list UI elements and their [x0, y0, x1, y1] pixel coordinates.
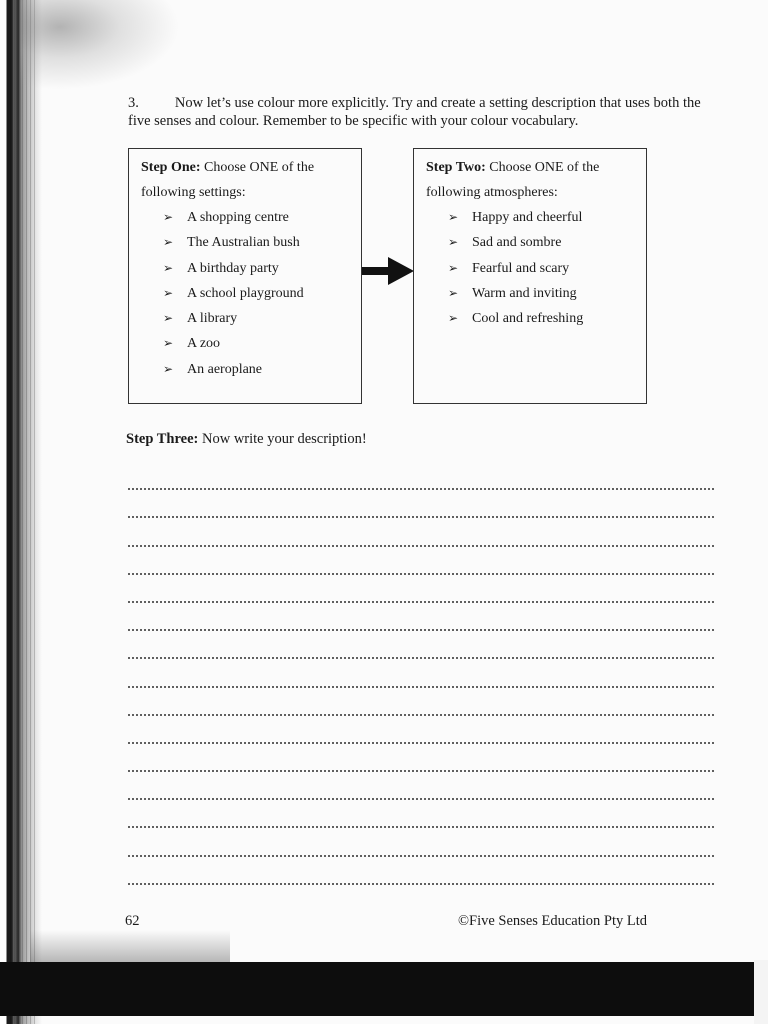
arrowhead-bullet-icon: ➢ [163, 311, 174, 326]
step-two-text: Choose ONE of the following atmospheres: [426, 160, 600, 200]
scan-bottom-edge [0, 962, 754, 1016]
arrowhead-bullet-icon: ➢ [163, 285, 174, 300]
step-one-text: Choose ONE of the following settings: [141, 160, 315, 200]
question-number: 3. [128, 95, 139, 111]
dotted-writing-line[interactable] [128, 744, 714, 772]
copyright-notice: ©Five Senses Education Pty Ltd [458, 913, 648, 929]
dotted-writing-line[interactable] [128, 462, 714, 490]
dotted-writing-line[interactable] [128, 857, 714, 885]
setting-item-label: A birthday party [187, 260, 279, 276]
atmospheres-list [426, 205, 636, 331]
atmosphere-item-label: Happy and cheerful [472, 210, 583, 225]
dotted-writing-line[interactable] [128, 631, 714, 659]
atmosphere-item [426, 306, 636, 331]
arrowhead-bullet-icon: ➢ [163, 361, 174, 376]
setting-item [141, 306, 351, 331]
instruction-paragraph [128, 94, 723, 130]
arrowhead-bullet-icon: ➢ [163, 235, 174, 250]
setting-item-label: The Australian bush [187, 235, 300, 251]
atmosphere-item-label: Sad and sombre [472, 235, 562, 251]
dotted-writing-line[interactable] [128, 828, 714, 856]
arrowhead-bullet-icon: ➢ [163, 210, 174, 224]
dotted-writing-line[interactable] [128, 800, 714, 828]
atmosphere-item [426, 256, 636, 281]
setting-item-label: A shopping centre [187, 210, 289, 225]
atmosphere-item [426, 230, 636, 255]
arrowhead-bullet-icon: ➢ [448, 210, 459, 224]
arrowhead-bullet-icon: ➢ [448, 311, 459, 326]
dotted-writing-line[interactable] [128, 547, 714, 575]
scan-smudge [20, 0, 180, 90]
settings-list [141, 205, 351, 382]
step-three-label: Step Three: [126, 431, 199, 447]
setting-item [141, 281, 351, 306]
arrowhead-bullet-icon: ➢ [163, 260, 174, 275]
step-two-label: Step Two: [426, 160, 486, 175]
dotted-writing-line[interactable] [128, 659, 714, 687]
step-three-heading [126, 431, 367, 448]
setting-item [141, 331, 351, 356]
scan-shadow [30, 930, 230, 964]
dotted-writing-line[interactable] [128, 575, 714, 603]
page-number: 62 [125, 913, 140, 929]
setting-item [141, 256, 351, 281]
setting-item [141, 357, 351, 382]
step-one-heading [141, 155, 351, 205]
setting-item-label: An aeroplane [187, 361, 263, 377]
right-arrow-icon [362, 256, 414, 286]
binding-shadow [10, 0, 36, 1024]
atmosphere-item [426, 205, 636, 230]
step-one-box [128, 148, 362, 404]
arrowhead-bullet-icon: ➢ [448, 260, 459, 275]
step-one-label: Step One: [141, 160, 201, 175]
writing-area [128, 462, 714, 885]
dotted-writing-line[interactable] [128, 490, 714, 518]
atmosphere-item-label: Cool and refreshing [472, 311, 584, 327]
scan-right-edge [754, 960, 768, 1024]
step-two-heading [426, 155, 636, 205]
setting-item-label: A school playground [187, 285, 304, 301]
arrowhead-bullet-icon: ➢ [448, 235, 459, 250]
setting-item [141, 205, 351, 230]
step-two-box [413, 148, 647, 404]
dotted-writing-line[interactable] [128, 772, 714, 800]
dotted-writing-line[interactable] [128, 518, 714, 546]
setting-item-label: A library [187, 311, 238, 327]
arrowhead-bullet-icon: ➢ [448, 285, 459, 300]
dotted-writing-line[interactable] [128, 603, 714, 631]
setting-item-label: A zoo [187, 336, 221, 352]
setting-item [141, 230, 351, 255]
step-three-text: Now write your description! [202, 431, 367, 447]
atmosphere-item-label: Warm and inviting [472, 285, 577, 301]
dotted-writing-line[interactable] [128, 688, 714, 716]
atmosphere-item [426, 281, 636, 306]
arrowhead-bullet-icon: ➢ [163, 336, 174, 351]
dotted-writing-line[interactable] [128, 716, 714, 744]
atmosphere-item-label: Fearful and scary [472, 260, 570, 276]
instruction-text: Now let’s use colour more explicitly. Try and create a setting description that uses both the five senses and colour. Remember to be specific with your colour vocabulary. [128, 95, 701, 129]
